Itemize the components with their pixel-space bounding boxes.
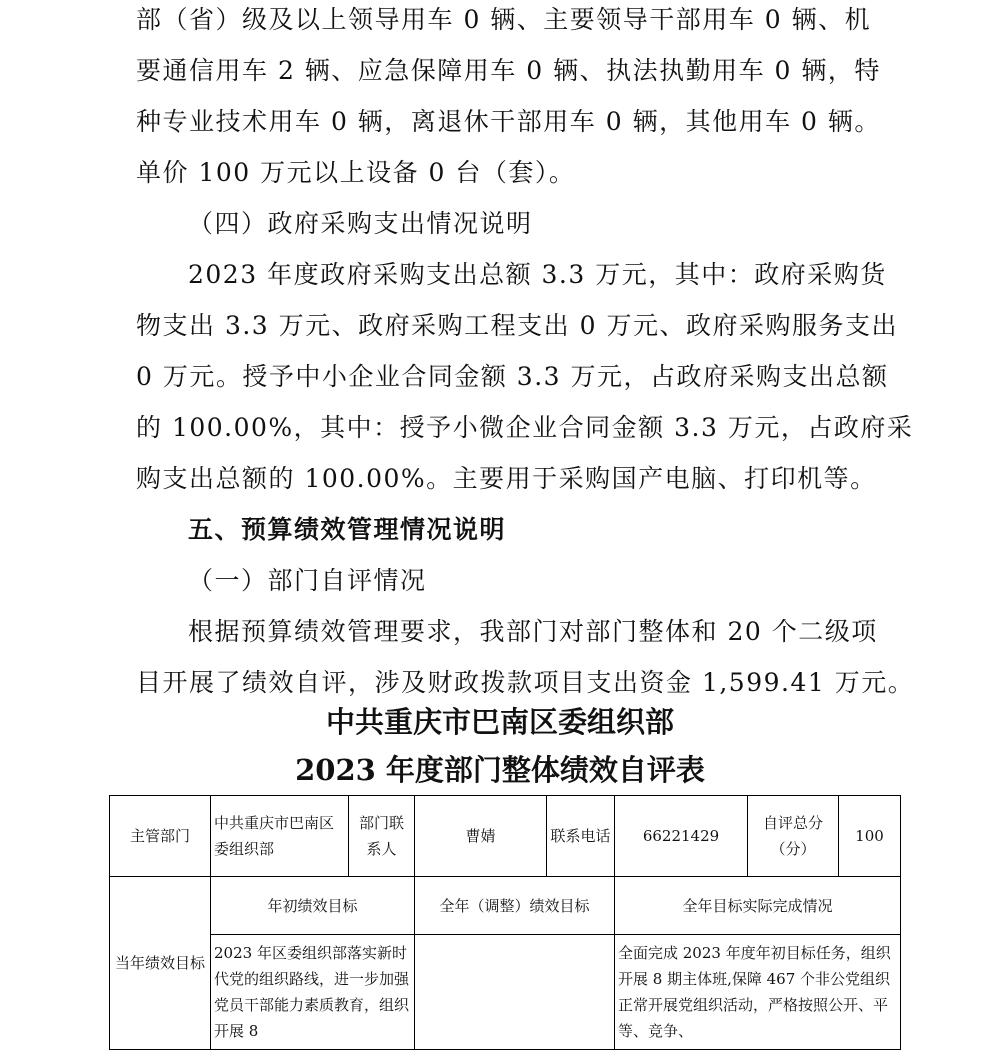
score-value-cell: 100 [839,796,901,877]
phone-label-cell: 联系电话 [547,796,615,877]
text-line: 购支出总额的 100.00%。主要用于采购国产电脑、打印机等。 [136,464,877,493]
contact-label-cell: 部门联系人 [349,796,415,877]
section-heading-performance: 五、预算绩效管理情况说明 [188,515,507,544]
actual-completion-header: 全年目标实际完成情况 [615,877,901,935]
text-line: 要通信用车 2 辆、应急保障用车 0 辆、执法执勤用车 0 辆，特 [136,56,881,85]
adjusted-goal-text-cell [415,935,615,1050]
dept-value-cell: 中共重庆市巴南区委组织部 [211,796,349,877]
contact-value-cell: 曹婧 [415,796,547,877]
goal-label-cell: 当年绩效目标 [110,877,211,1050]
table-row [110,935,901,1050]
text-line: 单价 100 万元以上设备 0 台（套）。 [136,158,576,187]
performance-table [109,795,901,1050]
paragraph-vehicles [136,0,915,708]
table-row [110,877,901,935]
initial-goal-header: 年初绩效目标 [211,877,415,935]
text-line: 0 万元。授予中小企业合同金额 3.3 万元，占政府采购支出总额 [136,362,889,391]
dept-label-cell: 主管部门 [110,796,211,877]
text-line: 部（省）级及以上领导用车 0 辆、主要领导干部用车 0 辆、机 [136,5,872,34]
text-line: 种专业技术用车 0 辆，离退休干部用车 0 辆，其他用车 0 辆。 [136,107,881,136]
actual-completion-text-cell: 全面完成 2023 年度年初目标任务，组织开展 8 期主体班,保障 467 个非公党组织正常开展党组织活动，严格按照公开、平等、竞争、 [615,935,901,1050]
table-row [110,796,901,877]
section-heading-procurement: （四）政府采购支出情况说明 [188,209,533,238]
doc-title-org: 中共重庆市巴南区委组织部 [325,705,674,739]
adjusted-goal-header: 全年（调整）绩效目标 [415,877,615,935]
text-line: 物支出 3.3 万元、政府采购工程支出 0 万元、政府采购服务支出 [136,311,898,340]
text-line: 目开展了绩效自评，涉及财政拨款项目支出资金 1,599.41 万元。 [136,668,915,697]
text-line: 根据预算绩效管理要求，我部门对部门整体和 20 个二级项 [188,617,878,646]
subsection-heading-self-eval: （一）部门自评情况 [188,566,427,595]
text-line: 的 100.00%，其中：授予小微企业合同金额 3.3 万元，占政府采 [136,413,914,442]
score-label-cell: 自评总分（分） [748,796,839,877]
text-line: 2023 年度政府采购支出总额 3.3 万元，其中：政府采购货 [188,260,887,289]
initial-goal-text-cell: 2023 年区委组织部落实新时代党的组织路线，进一步加强党员干部能力素质教育，组织开展 8 [211,935,415,1050]
phone-value-cell: 66221429 [615,796,748,877]
doc-title-table: 2023 年度部门整体绩效自评表 [295,753,705,787]
